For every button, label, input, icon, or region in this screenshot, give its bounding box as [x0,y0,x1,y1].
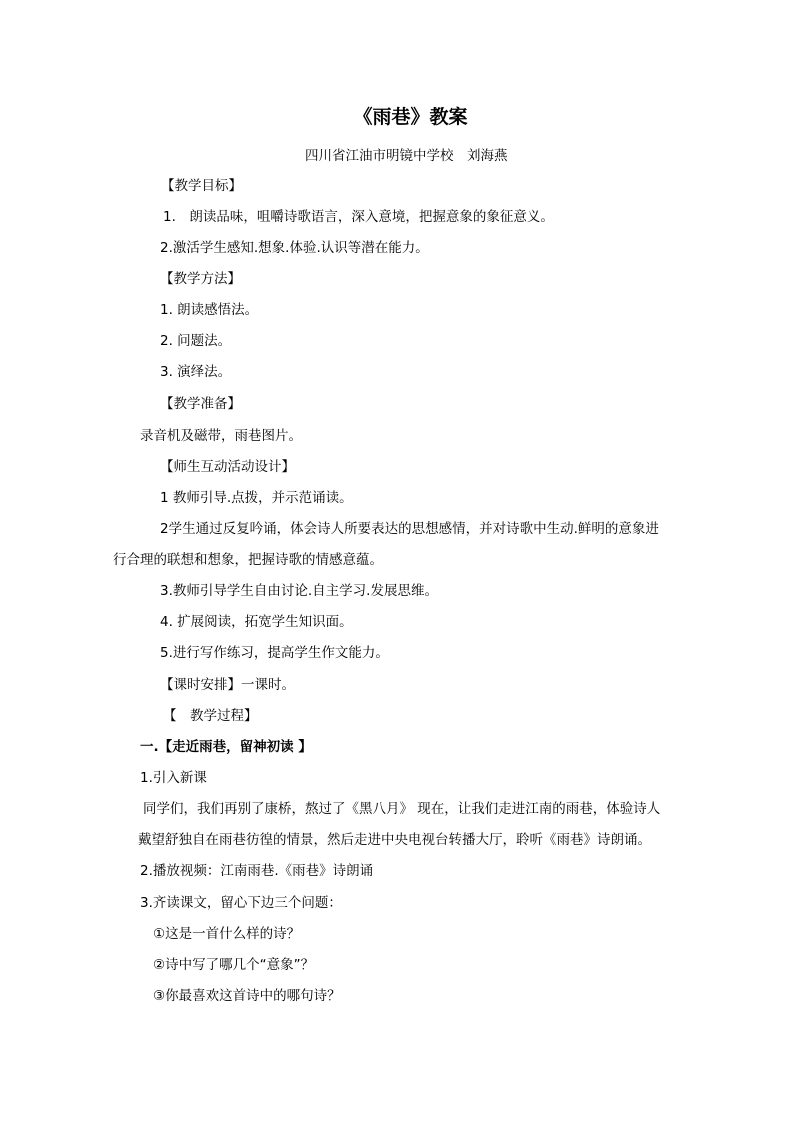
method-item: 1. 朗读感悟法。 [160,302,259,318]
method-item: 2. 问题法。 [160,333,232,349]
step-heading: 2.播放视频：江南雨巷.《雨巷》诗朗诵 [140,863,374,879]
activity-item-continued: 行合理的联想和想象，把握诗歌的情感意蕴。 [113,552,383,568]
question-item: ①这是一首什么样的诗？ [153,926,301,942]
page-title: 《雨巷》教案 [353,106,468,128]
section-heading: 一.【走近雨巷，留神初读 】 [140,739,312,755]
activity-item: 3.教师引导学生自由讨论.自主学习.发展思维。 [160,583,438,599]
heading-schedule: 【课时安排】一课时。 [160,677,295,693]
objective-item: 2.激活学生感知.想象.体验.认识等潜在能力。 [160,240,429,256]
author-line: 四川省江油市明镜中学校 刘海燕 [305,148,508,164]
heading-objectives: 【教学目标】 [161,178,242,194]
heading-preparation: 【教学准备】 [160,396,241,412]
paragraph-line: 同学们，我们再别了康桥，熬过了《黑八月》 现在，让我们走进江南的雨巷，体验诗人 [143,801,661,817]
heading-activity-design: 【师生互动活动设计】 [160,459,295,475]
step-heading: 1.引入新课 [140,770,207,786]
activity-item: 5.进行写作练习，提高学生作文能力。 [160,645,389,661]
preparation-text: 录音机及磁带，雨巷图片。 [140,428,302,444]
activity-item: 4. 扩展阅读，拓宽学生知识面。 [160,614,353,630]
objective-item: 1. 朗读品味，咀嚼诗歌语言，深入意境，把握意象的象征意义。 [163,209,554,225]
step-heading: 3.齐读课文，留心下边三个问题： [140,895,342,911]
paragraph-line: 戴望舒独自在雨巷彷徨的情景，然后走进中央电视台转播大厅，聆听《雨巷》诗朗诵。 [138,832,651,848]
heading-methods: 【教学方法】 [160,271,241,287]
activity-item: 1 教师引导.点拨，并示范诵读。 [160,490,353,506]
heading-process: 【 教学过程】 [163,708,258,724]
question-item: ②诗中写了哪几个“意象”？ [153,957,315,973]
activity-item: 2学生通过反复吟诵，体会诗人所要表达的思想感情，并对诗歌中生动.鲜明的意象进 [160,521,659,537]
question-item: ③你最喜欢这首诗中的哪句诗？ [153,988,341,1004]
method-item: 3. 演绎法。 [160,364,232,380]
